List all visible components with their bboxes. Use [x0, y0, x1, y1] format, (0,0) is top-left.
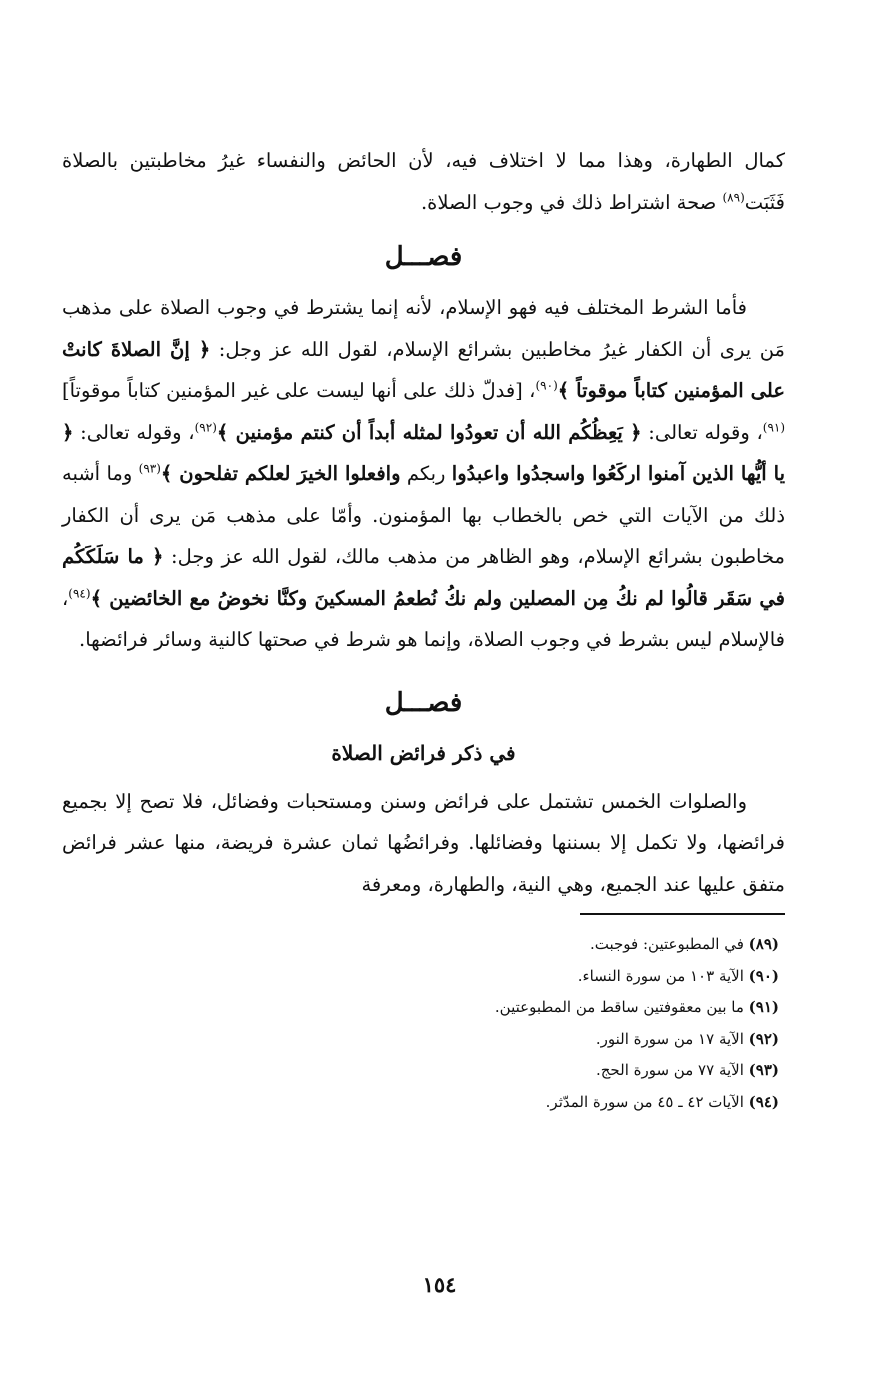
- footnote-text: الآيات ٤٢ ـ ٤٥ من سورة المدّثر.: [545, 1092, 749, 1111]
- quran-verse: ﴿ إنَّ الصلاةَ كانتْ على المؤمنين كتاباً موقوتاً ﴾: [62, 337, 785, 402]
- paragraph-text: ، وقوله تعالى:: [73, 420, 195, 444]
- page-body: [62, 140, 785, 1118]
- footnote: [62, 992, 779, 1024]
- footnotes: [62, 929, 785, 1118]
- footnote-ref: (٩١): [762, 420, 786, 434]
- paragraph-text: ، وقوله تعالى:: [641, 420, 763, 444]
- footnote-number: (٩٣): [748, 1061, 779, 1079]
- footnote-text: الآية ١٠٣ من سورة النساء.: [577, 966, 749, 985]
- quran-verse: وافعلوا الخيرَ لعلكم تفلحون ﴾: [160, 462, 401, 485]
- section-heading: فصـــل: [384, 687, 463, 718]
- footnote: [62, 961, 779, 993]
- section-heading: فصـــل: [384, 242, 463, 272]
- footnote: [62, 1055, 779, 1087]
- footnote-number: (٩٤): [748, 1092, 779, 1111]
- footnote-text: الآية ٧٧ من سورة الحج.: [595, 1061, 749, 1079]
- footnote-ref: (٩٠): [535, 378, 558, 393]
- paragraph-text: وما أشبه ذلك من الآيات التي خص بالخطاب بها المؤمنون. وأمّا على مذهب مَن يرى أن الكفار مخاطبون بشرائع الإسلام، وهو الظاهر من مذهب مالك، لقول الله عز وجل:: [62, 462, 785, 568]
- footnote-number: (٩٢): [748, 1029, 779, 1048]
- footnote-text: الآية ١٧ من سورة النور.: [595, 1029, 749, 1048]
- paragraph-text: ، فالإسلام ليس بشرط في وجوب الصلاة، وإنما هو شرط في صحتها كالنية وسائر فرائضها.: [62, 586, 785, 651]
- paragraph-condition: [62, 287, 785, 661]
- footnote-divider: [580, 913, 785, 915]
- footnote-number: (٩٠): [748, 966, 779, 985]
- footnote-ref: (٩٣): [138, 461, 161, 476]
- footnote: [62, 1024, 779, 1056]
- paragraph-text: صحة اشتراط ذلك في وجوب الصلاة.: [420, 190, 723, 214]
- paragraph-text: ، [فدلّ ذلك على أنها ليست على غير المؤمنين كتاباً موقوتاً]: [62, 379, 536, 402]
- paragraph-text: كمال الطهارة، وهذا مما لا اختلاف فيه، لأن الحائض والنفساء غيرُ مخاطبتين بالصلاة فَثَبَت: [62, 149, 785, 214]
- page-number: ١٥٤: [422, 1272, 457, 1297]
- paragraph-continuation: [62, 140, 785, 223]
- quran-verse: ﴿ يا أيُّها الذين آمنوا اركَعُوا واسجدُوا واعبدُوا: [62, 420, 785, 485]
- footnote-text: ما بين معقوفتين ساقط من المطبوعتين.: [494, 998, 749, 1016]
- footnote-ref: (٨٩): [722, 190, 745, 204]
- paragraph-text: ربكم: [400, 462, 452, 485]
- paragraph-text: فأما الشرط المختلف فيه فهو الإسلام، لأنه إنما يشترط في وجوب الصلاة على مذهب مَن يرى أن الكفار غيرُ مخاطبين بشرائع الإسلام، لقول الله عز وجل:: [62, 296, 785, 361]
- quran-verse: ﴿ يَعِظُكُم الله أن تعودُوا لمثله أبداً أن كنتم مؤمنين ﴾: [216, 420, 642, 444]
- footnote-text: في المطبوعتين: فوجبت.: [589, 935, 749, 953]
- section-subheading: في ذكر فرائض الصلاة: [331, 740, 516, 765]
- footnote-number: (٩١): [748, 998, 779, 1016]
- footnote: [62, 929, 779, 961]
- quran-verse: ﴿ ما سَلَكَكُم في سَقَر قالُوا لم نكُ مِن المصلين ولم نكُ نُطعمُ المسكينَ وكنَّا نخوضُ مع الخائضين ﴾: [62, 545, 785, 610]
- paragraph-obligations: والصلوات الخمس تشتمل على فرائض وسنن ومستحبات وفضائل، فلا تصح إلا بجميع فرائضها، ولا تكمل إلا بسننها وفضائلها. وفرائضُها ثمان عشرة فريضة، منها عشر فرائض متفق عليها عند الجميع، وهي النية، والطهارة، ومعرفة: [62, 789, 785, 896]
- footnote-number: (٨٩): [748, 935, 779, 953]
- footnote-ref: (٩٤): [68, 586, 91, 600]
- footnote-ref: (٩٢): [194, 420, 217, 434]
- footnote: [62, 1087, 779, 1119]
